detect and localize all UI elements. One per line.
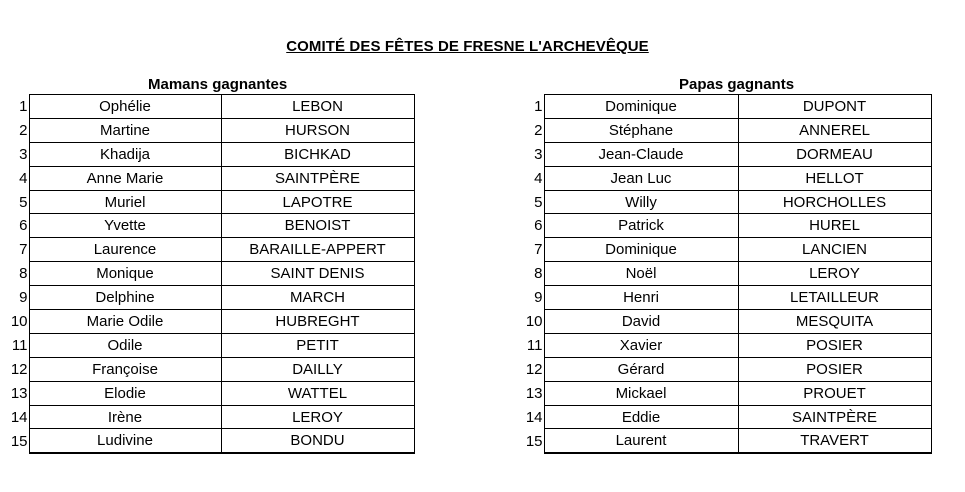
row-number: 2: [534, 121, 543, 139]
first-name-cell: Xavier: [544, 333, 738, 357]
first-name-cell: Laurence: [29, 238, 221, 262]
table-row: [0, 357, 414, 381]
table-row: [0, 166, 414, 190]
last-name-cell: LEROY: [221, 405, 414, 429]
row-number: 14: [10, 408, 28, 426]
first-name-cell: Elodie: [29, 381, 221, 405]
first-name-cell: David: [544, 310, 738, 334]
row-number: 2: [19, 121, 28, 139]
table-row: [516, 262, 931, 286]
first-name-cell: Marie Odile: [29, 310, 221, 334]
last-name-cell: HUBREGHT: [221, 310, 414, 334]
row-number: 11: [11, 336, 28, 354]
last-name-cell: SAINT DENIS: [221, 262, 414, 286]
table-row: [0, 238, 414, 262]
last-name-cell: HELLOT: [738, 166, 931, 190]
table-row: [516, 190, 931, 214]
last-name-cell: SAINTPÈRE: [221, 166, 414, 190]
row-number: 3: [19, 145, 28, 163]
first-name-cell: Laurent: [544, 429, 738, 453]
row-number: 5: [19, 193, 28, 211]
last-name-cell: BARAILLE-APPERT: [221, 238, 414, 262]
row-number: 5: [534, 193, 543, 211]
table-row: [0, 142, 414, 166]
row-number: 4: [19, 169, 28, 187]
row-number: 8: [19, 265, 28, 283]
row-number: 1: [534, 97, 543, 115]
last-name-cell: HURSON: [221, 118, 414, 142]
table-row: [516, 429, 931, 453]
first-name-cell: Ludivine: [29, 429, 221, 453]
row-number: 13: [525, 384, 543, 402]
table-row: [516, 118, 931, 142]
row-number: 12: [525, 360, 543, 378]
table-row: [516, 333, 931, 357]
first-name-cell: Stéphane: [544, 118, 738, 142]
first-name-cell: Noël: [544, 262, 738, 286]
last-name-cell: SAINTPÈRE: [738, 405, 931, 429]
row-number: 15: [10, 432, 28, 450]
row-number: 1: [19, 97, 28, 115]
row-number: 15: [525, 432, 543, 450]
mothers-table: [0, 94, 415, 454]
table-row: [0, 214, 414, 238]
first-name-cell: Françoise: [29, 357, 221, 381]
last-name-cell: LAPOTRE: [221, 190, 414, 214]
first-name-cell: Willy: [544, 190, 738, 214]
table-row: [516, 310, 931, 334]
fathers-heading: Papas gagnants: [679, 76, 795, 93]
table-row: [0, 286, 414, 310]
first-name-cell: Monique: [29, 262, 221, 286]
row-number: 4: [534, 169, 543, 187]
first-name-cell: Ophélie: [29, 95, 221, 119]
page-title: COMITÉ DES FÊTES DE FRESNE L'ARCHEVÊQUE: [286, 38, 649, 55]
last-name-cell: MARCH: [221, 286, 414, 310]
first-name-cell: Yvette: [29, 214, 221, 238]
row-number: 6: [534, 217, 543, 235]
last-name-cell: HORCHOLLES: [738, 190, 931, 214]
row-number: 14: [525, 408, 543, 426]
last-name-cell: BONDU: [221, 429, 414, 453]
row-number: 10: [10, 312, 28, 330]
table-row: [0, 118, 414, 142]
first-name-cell: Gérard: [544, 357, 738, 381]
first-name-cell: Delphine: [29, 286, 221, 310]
row-number: 9: [19, 289, 28, 307]
last-name-cell: DUPONT: [738, 95, 931, 119]
row-number: 7: [19, 241, 28, 259]
table-row: [516, 95, 931, 119]
table-row: [0, 262, 414, 286]
first-name-cell: Patrick: [544, 214, 738, 238]
first-name-cell: Odile: [29, 333, 221, 357]
table-row: [516, 357, 931, 381]
first-name-cell: Martine: [29, 118, 221, 142]
table-row: [516, 166, 931, 190]
row-number: 3: [534, 145, 543, 163]
table-row: [516, 286, 931, 310]
table-row: [516, 214, 931, 238]
fathers-table: [516, 94, 932, 454]
first-name-cell: Khadija: [29, 142, 221, 166]
table-row: [0, 429, 414, 453]
last-name-cell: MESQUITA: [738, 310, 931, 334]
table-row: [516, 238, 931, 262]
table-row: [0, 405, 414, 429]
table-row: [516, 381, 931, 405]
first-name-cell: Mickael: [544, 381, 738, 405]
last-name-cell: POSIER: [738, 333, 931, 357]
first-name-cell: Irène: [29, 405, 221, 429]
row-number: 13: [10, 384, 28, 402]
last-name-cell: PETIT: [221, 333, 414, 357]
row-number: 9: [534, 289, 543, 307]
last-name-cell: LETAILLEUR: [738, 286, 931, 310]
last-name-cell: BENOIST: [221, 214, 414, 238]
row-number: 12: [10, 360, 28, 378]
table-row: [516, 142, 931, 166]
row-number: 11: [526, 336, 543, 354]
last-name-cell: LEROY: [738, 262, 931, 286]
first-name-cell: Jean Luc: [544, 166, 738, 190]
table-row: [0, 333, 414, 357]
last-name-cell: POSIER: [738, 357, 931, 381]
table-row: [0, 381, 414, 405]
last-name-cell: DORMEAU: [738, 142, 931, 166]
last-name-cell: ANNEREL: [738, 118, 931, 142]
table-row: [0, 95, 414, 119]
mothers-heading: Mamans gagnantes: [148, 76, 288, 93]
table-row: [516, 405, 931, 429]
last-name-cell: DAILLY: [221, 357, 414, 381]
first-name-cell: Dominique: [544, 238, 738, 262]
row-number: 7: [534, 241, 543, 259]
first-name-cell: Dominique: [544, 95, 738, 119]
table-row: [0, 310, 414, 334]
first-name-cell: Jean-Claude: [544, 142, 738, 166]
first-name-cell: Henri: [544, 286, 738, 310]
table-row: [0, 190, 414, 214]
last-name-cell: PROUET: [738, 381, 931, 405]
first-name-cell: Muriel: [29, 190, 221, 214]
first-name-cell: Eddie: [544, 405, 738, 429]
last-name-cell: WATTEL: [221, 381, 414, 405]
last-name-cell: HUREL: [738, 214, 931, 238]
row-number: 10: [525, 312, 543, 330]
row-number: 6: [19, 217, 28, 235]
row-number: 8: [534, 265, 543, 283]
last-name-cell: LANCIEN: [738, 238, 931, 262]
last-name-cell: BICHKAD: [221, 142, 414, 166]
last-name-cell: LEBON: [221, 95, 414, 119]
first-name-cell: Anne Marie: [29, 166, 221, 190]
last-name-cell: TRAVERT: [738, 429, 931, 453]
